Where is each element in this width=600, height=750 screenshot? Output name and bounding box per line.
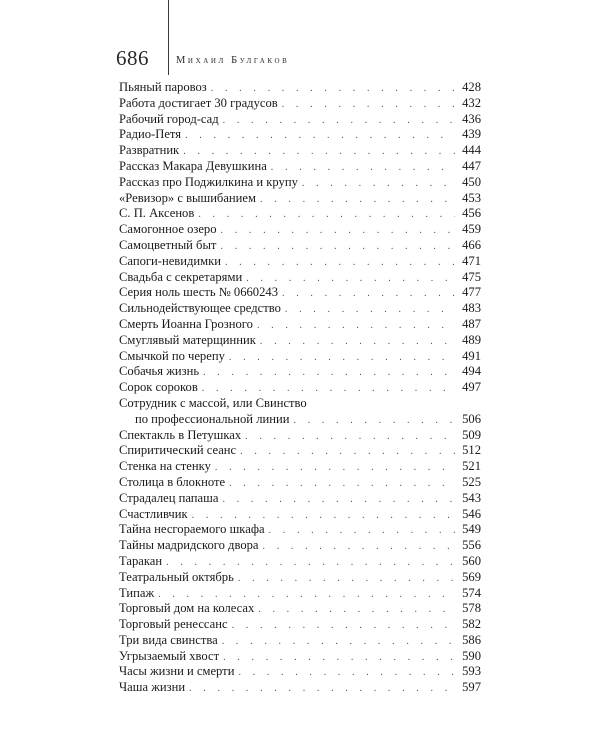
toc-entry-page: 560 [462,553,481,568]
toc-entry [119,301,481,317]
toc-entry-title: Таракан [119,553,163,568]
toc-entry-title: Рассказ про Поджилкина и крупу [119,174,298,189]
dot-leader [223,113,455,129]
dot-leader [229,350,455,366]
dot-leader [240,444,455,460]
toc-entry-title: Самогонное озеро [119,222,217,237]
toc-entry-title: Спиритический сеанс [119,443,237,458]
toc-entry [119,522,481,538]
toc-entry-title: Сорок сороков [119,380,198,395]
toc-entry [119,617,481,633]
toc-entry-title-continuation: по профессиональной линии [135,411,290,426]
toc-entry [119,396,481,412]
dot-leader [285,302,455,318]
dot-leader [271,160,455,176]
toc-entry-page: 471 [462,253,481,268]
dot-leader [302,176,455,192]
toc-entry-title: Столица в блокноте [119,474,226,489]
dot-leader [183,144,455,160]
toc-entry [119,222,481,238]
toc-entry [119,633,481,649]
dot-leader [260,192,455,208]
toc-entry [119,538,481,554]
toc-entry [119,143,481,159]
toc-entry-page: 439 [462,127,481,142]
toc-entry-page: 456 [462,206,481,221]
toc-entry-page: 491 [462,348,481,363]
toc-entry-title: Рабочий город-сад [119,111,219,126]
toc-entry-page: 543 [462,490,481,505]
toc-entry-continuation-line [119,412,481,428]
dot-leader [203,365,455,381]
dot-leader [166,555,455,571]
dot-leader [257,318,455,334]
toc-entry-title: Тайны мадридского двора [119,538,259,553]
toc-entry [119,507,481,523]
toc-entry [119,270,481,286]
toc-entry-page: 432 [462,95,481,110]
dot-leader [189,681,455,697]
toc-entry [119,664,481,680]
toc-entry [119,96,481,112]
dot-leader [221,223,455,239]
toc-entry-title: Сапоги-невидимки [119,253,221,268]
toc-entry-page: 578 [462,601,481,616]
toc-entry-page: 525 [462,474,481,489]
dot-leader [293,413,455,429]
toc-entry-title: Торговый дом на колесах [119,601,255,616]
toc-entry [119,317,481,333]
toc-entry-title: Собачья жизнь [119,364,200,379]
toc-entry [119,254,481,270]
dot-leader [198,207,455,223]
toc-entry-page: 521 [462,459,481,474]
toc-entry [119,586,481,602]
toc-entry-page: 489 [462,332,481,347]
toc-entry [119,80,481,96]
dot-leader [222,492,455,508]
dot-leader [269,523,455,539]
toc-entry [119,459,481,475]
dot-leader [245,429,455,445]
dot-leader [282,286,455,302]
dot-leader [229,476,455,492]
toc-entry-page: 506 [462,411,481,426]
toc-entry-title: Работа достигает 30 градусов [119,95,278,110]
toc-entry [119,380,481,396]
toc-entry [119,364,481,380]
toc-entry-page: 569 [462,569,481,584]
toc-entry-title: Смычкой по черепу [119,348,225,363]
toc-entry-title: Чаша жизни [119,680,186,695]
dot-leader [258,602,455,618]
toc-entry-title: Страдалец папаша [119,490,219,505]
toc-entry-page: 483 [462,301,481,316]
toc-entry [119,475,481,491]
toc-entry-page: 453 [462,190,481,205]
dot-leader [192,508,455,524]
toc-entry-title: Свадьба с секретарями [119,269,243,284]
toc-entry [119,206,481,222]
dot-leader [260,334,455,350]
dot-leader [222,634,455,650]
toc-entry-title: Счастливчик [119,506,188,521]
toc-entry-page: 546 [462,506,481,521]
running-head: Михаил Булгаков [176,55,290,66]
toc-entry [119,112,481,128]
dot-leader [211,81,455,97]
toc-entry-page: 590 [462,648,481,663]
toc-entry [119,159,481,175]
dot-leader [220,239,455,255]
dot-leader [238,571,455,587]
toc-entry-page: 475 [462,269,481,284]
toc-entry [119,333,481,349]
toc-entry [119,428,481,444]
toc-entry-title: Тайна несгораемого шкафа [119,522,265,537]
toc-entry-page: 582 [462,617,481,632]
toc-entry-title: Серия ноль шесть № 0660243 [119,285,278,300]
dot-leader [246,271,455,287]
toc-entry-page: 494 [462,364,481,379]
toc-entry-page: 497 [462,380,481,395]
toc-entry-page: 444 [462,143,481,158]
toc-entry-title: С. П. Аксенов [119,206,195,221]
toc-entry-title: Торговый ренессанс [119,617,228,632]
dot-leader [202,381,455,397]
toc-entry-title: Развратник [119,143,180,158]
toc-entry [119,680,481,696]
toc-entry [119,649,481,665]
toc-entry-page: 466 [462,237,481,252]
dot-leader [225,255,455,271]
toc-entry-page: 593 [462,664,481,679]
toc-entry-page: 509 [462,427,481,442]
toc-entry-title: «Ревизор» с вышибанием [119,190,256,205]
dot-leader [282,97,455,113]
toc-entry [119,491,481,507]
table-of-contents [119,80,481,696]
dot-leader [263,539,456,555]
dot-leader [238,665,455,681]
toc-entry-title: Рассказ Макара Девушкина [119,158,267,173]
toc-entry-page: 487 [462,316,481,331]
toc-entry-page: 512 [462,443,481,458]
toc-entry-page: 574 [462,585,481,600]
toc-entry-page: 428 [462,80,481,94]
toc-entry-title: Угрызаемый хвост [119,648,220,663]
toc-entry-page: 586 [462,632,481,647]
toc-entry [119,443,481,459]
toc-entry-title: Сотрудник с массой, или Свинство [119,395,307,410]
toc-entry-title: Смуглявый матерщинник [119,332,256,347]
dot-leader [158,587,455,603]
toc-entry [119,570,481,586]
toc-entry [119,191,481,207]
toc-entry-title: Самоцветный быт [119,237,217,252]
dot-leader [185,128,455,144]
dot-leader [232,618,455,634]
toc-entry [119,238,481,254]
toc-entry-page: 447 [462,158,481,173]
toc-entry-page: 450 [462,174,481,189]
page-number: 686 [116,46,149,70]
toc-entry-title: Смерть Иоанна Грозного [119,316,253,331]
toc-entry-page: 459 [462,222,481,237]
toc-entry-page: 556 [462,538,481,553]
toc-entry-title: Часы жизни и смерти [119,664,235,679]
toc-entry-title: Радио-Петя [119,127,182,142]
toc-entry-title: Спектакль в Петушках [119,427,242,442]
toc-entry [119,349,481,365]
toc-entry-title: Пьяный паровоз [119,80,207,94]
header-vertical-rule [168,0,169,75]
toc-entry-page: 436 [462,111,481,126]
dot-leader [223,650,455,666]
dot-leader [215,460,455,476]
toc-entry-title: Сильнодействующее средство [119,301,281,316]
toc-entry [119,285,481,301]
toc-entry-page: 477 [462,285,481,300]
toc-entry-title: Три вида свинства [119,632,218,647]
toc-entry-page: 549 [462,522,481,537]
toc-entry [119,554,481,570]
toc-entry [119,601,481,617]
toc-entry-title: Театральный октябрь [119,569,234,584]
toc-entry-title: Стенка на стенку [119,459,211,474]
toc-entry-page: 597 [462,680,481,695]
toc-entry [119,175,481,191]
toc-entry [119,127,481,143]
toc-entry-title: Типаж [119,585,155,600]
